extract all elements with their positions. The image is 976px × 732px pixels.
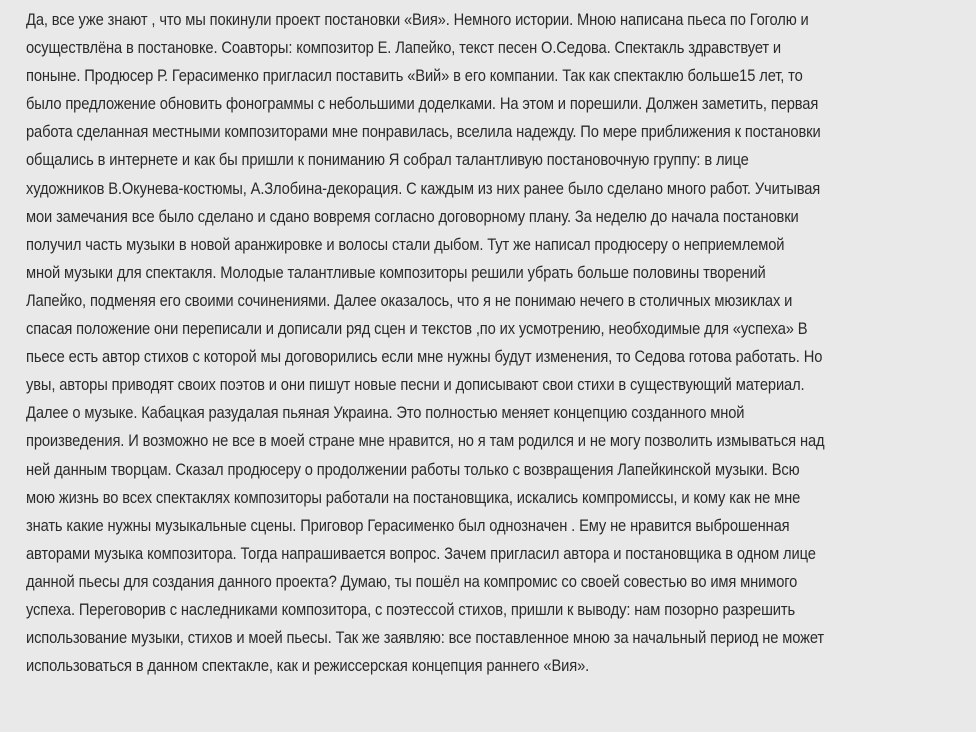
text-line: использоваться в данном спектакле, как и режиссерская концепция раннего «Вия». [26, 656, 590, 676]
text-line: Далее о музыке. Кабацкая разудалая пьяная Украина. Это полностью меняет концепцию созданного мной [26, 403, 745, 423]
text-line: поныне. Продюсер Р. Герасименко пригласил поставить «Вий» в его компании. Так как спектаклю больше15 лет, то [26, 66, 803, 86]
text-line: использование музыки, стихов и моей пьесы. Так же заявляю: все поставленное мною за начальный период не может [26, 628, 824, 648]
text-line: Да, все уже знают , что мы покинули проект постановки «Вия». Немного истории. Мною написана пьеса по Гоголю и [26, 10, 809, 29]
text-line: мной музыки для спектакля. Молодые талантливые композиторы решили убрать больше половины творений [26, 262, 766, 282]
text-line: работа сделанная местными композиторами мне понравилась, вселила надежду. По мере приближения к постановки [26, 122, 821, 142]
text-line: общались в интернете и как бы пришли к пониманию Я собрал талантливую постановочную группу: в лице [26, 150, 749, 170]
text-line: художников В.Окунева-костюмы, А.Злобина-декорация. С каждым из них ранее было сделано много работ. Учитывая [26, 178, 821, 198]
text-line: мою жизнь во всех спектаклях композиторы работали на постановщика, искались компромиссы, и кому как не мне [26, 487, 801, 507]
text-line: мои замечания все было сделано и сдано вовремя согласно договорному плану. За неделю до начала постановки [26, 206, 799, 226]
text-line: осуществлёна в постановке. Соавторы: композитор Е. Лапейко, текст песен О.Седова. Спектакль здравствует и [26, 38, 782, 58]
text-line: увы, авторы приводят своих поэтов и они пишут новые песни и дописывают свои стихи в существующий материал. [26, 375, 805, 395]
text-line: Лапейко, подменяя его своими сочинениями. Далее оказалось, что я не понимаю нечего в столичных мюзиклах и [26, 290, 793, 310]
text-line: произведения. И возможно не все в моей стране мне нравится, но я там родился и не могу позволить измываться над [26, 431, 825, 451]
text-line: успеха. Переговорив с наследниками композитора, с поэтессой стихов, пришли к выводу: нам позорно разрешить [26, 599, 795, 619]
text-line: авторами музыка композитора. Тогда напрашивается вопрос. Зачем пригласил автора и постановщика в одном лице [26, 543, 816, 563]
text-line: спасая положение они переписали и дописали ряд сцен и текстов ,по их усмотрению, необходимые для «успеха» В [26, 319, 808, 339]
statement-text [26, 6, 972, 680]
text-line: пьесе есть автор стихов с которой мы договорились если мне нужны будут изменения, то Седова готова работать. Но [26, 347, 823, 367]
text-line: данной пьесы для создания данного проекта? Думаю, ты пошёл на компромис со своей совестью во имя мнимого [26, 571, 798, 591]
text-line: знать какие нужны музыкальные сцены. Приговор Герасименко был однозначен . Ему не нравится выброшенная [26, 515, 790, 535]
text-line: получил часть музыки в новой аранжировке и волосы стали дыбом. Тут же написал продюсеру о неприемлемой [26, 234, 785, 254]
text-line: ней данным творцам. Сказал продюсеру о продолжении работы только с возвращения Лапейкинской музыки. Всю [26, 459, 800, 479]
text-line: было предложение обновить фонограммы с небольшими доделками. На этом и порешили. Должен заметить, первая [26, 94, 819, 114]
